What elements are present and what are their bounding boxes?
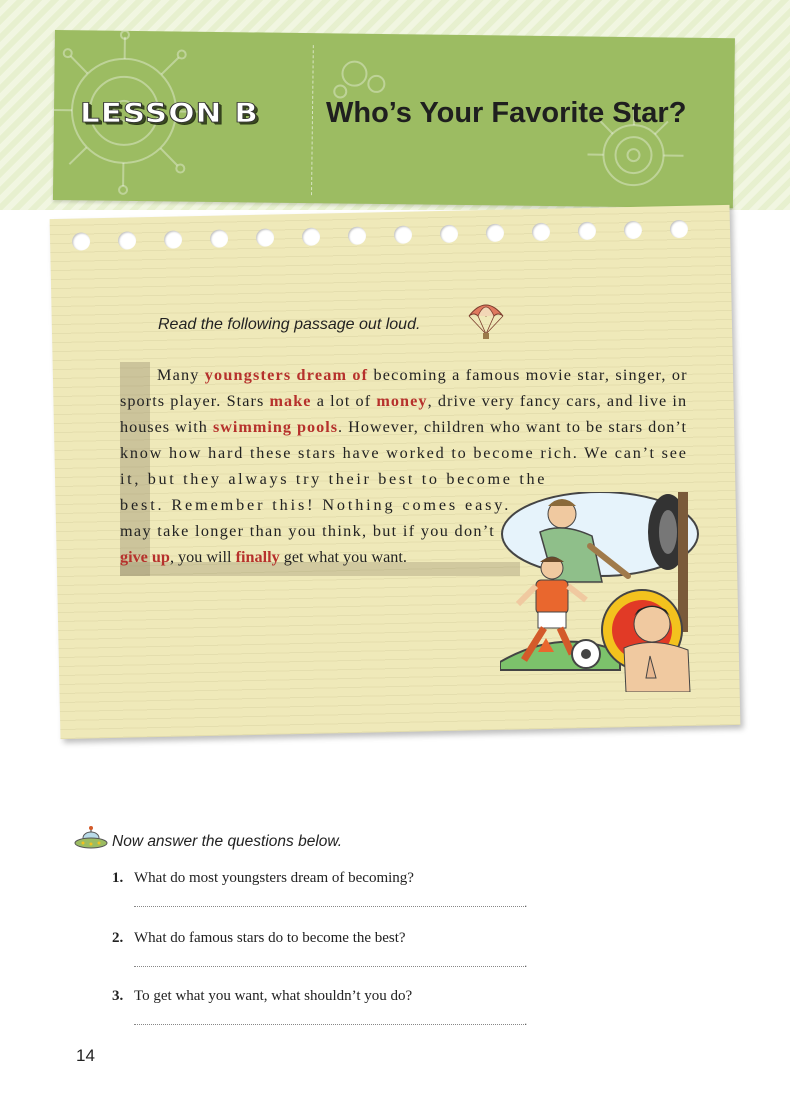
vocab-highlight: youngsters dream of bbox=[204, 366, 369, 384]
paper-hole bbox=[118, 231, 136, 249]
martial-artist-icon bbox=[602, 590, 690, 692]
passage-line bbox=[120, 414, 687, 440]
question-2 bbox=[112, 930, 406, 947]
paper-hole bbox=[302, 228, 320, 246]
answer-line-end: . bbox=[524, 896, 528, 910]
question-number: 3. bbox=[112, 988, 124, 1004]
passage-text: know how hard these stars have worked to become rich. We can’t see bbox=[120, 444, 688, 462]
passage-text: houses with bbox=[120, 418, 213, 436]
question-number: 1. bbox=[112, 870, 124, 886]
paper-hole bbox=[578, 222, 596, 240]
ufo-icon bbox=[74, 826, 108, 854]
answer-line-1[interactable] bbox=[134, 906, 524, 907]
passage-text: . However, children who want to be stars don’t bbox=[338, 418, 687, 436]
passage-text: get what you want. bbox=[279, 548, 407, 566]
answer-line-end: . bbox=[524, 956, 528, 970]
passage-text: best. Remember this! Nothing comes easy. bbox=[120, 496, 512, 514]
paper-hole bbox=[486, 224, 504, 242]
paper-hole bbox=[210, 229, 228, 247]
passage-line bbox=[120, 492, 511, 518]
question-text: What do most youngsters dream of becoming? bbox=[134, 870, 414, 886]
answer-line-2[interactable] bbox=[134, 966, 524, 967]
vocab-highlight: swimming pools bbox=[212, 418, 339, 436]
passage-text: , drive very fancy cars, and live in bbox=[427, 392, 688, 410]
paper-hole bbox=[256, 228, 274, 246]
passage-text: it, but they always try their best to become the bbox=[120, 470, 548, 488]
paper-hole bbox=[72, 232, 90, 250]
paper-hole bbox=[440, 225, 458, 243]
page-number: 14 bbox=[76, 1046, 95, 1065]
paper-hole bbox=[532, 223, 550, 241]
question-1 bbox=[112, 870, 414, 887]
question-text: To get what you want, what shouldn’t you do? bbox=[134, 988, 413, 1004]
paper-hole bbox=[670, 220, 688, 238]
passage-text: , you will bbox=[169, 548, 236, 566]
passage-text: Many bbox=[157, 366, 205, 384]
vocab-highlight: finally bbox=[235, 548, 280, 566]
passage-text: becoming a famous movie star, singer, or bbox=[368, 366, 688, 384]
passage-line bbox=[120, 388, 687, 414]
passage-line bbox=[157, 362, 688, 388]
answer-line-end: . bbox=[524, 1014, 528, 1028]
passage-text: may take longer than you think, but if you don’t bbox=[120, 522, 496, 540]
paper-hole bbox=[394, 226, 412, 244]
passage-line bbox=[120, 518, 495, 544]
lesson-label: LESSON B bbox=[80, 98, 259, 129]
question-text: What do famous stars do to become the best? bbox=[134, 930, 406, 946]
passage-text: a lot of bbox=[311, 392, 377, 410]
vocab-highlight: give up bbox=[120, 548, 170, 566]
paper-hole bbox=[164, 230, 182, 248]
lesson-title: Who’s Your Favorite Star? bbox=[326, 97, 687, 129]
passage-line bbox=[120, 544, 407, 570]
parachute-icon bbox=[467, 300, 505, 340]
reading-instruction: Read the following passage out loud. bbox=[158, 316, 421, 333]
paper-hole bbox=[348, 227, 366, 245]
answer-line-3[interactable] bbox=[134, 1024, 524, 1025]
vocab-highlight: make bbox=[269, 392, 312, 410]
vocab-highlight: money bbox=[376, 392, 428, 410]
passage-line bbox=[120, 440, 688, 466]
sports-stars-illustration bbox=[500, 492, 700, 692]
questions-heading: Now answer the questions below. bbox=[112, 833, 343, 850]
passage-line bbox=[120, 466, 547, 492]
passage-text: sports player. Stars bbox=[120, 392, 270, 410]
paper-hole bbox=[624, 221, 642, 239]
question-number: 2. bbox=[112, 930, 124, 946]
question-3 bbox=[112, 988, 412, 1005]
